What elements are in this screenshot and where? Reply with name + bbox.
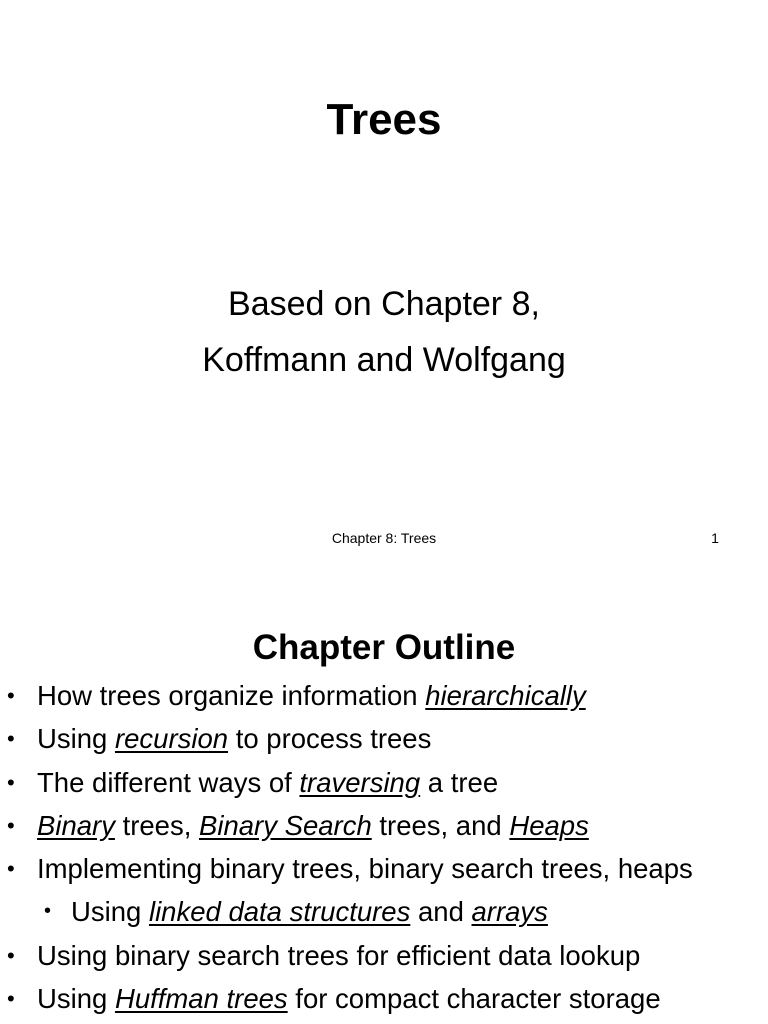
bullet-icon: •	[7, 726, 15, 752]
list-item	[0, 934, 768, 977]
emphasized-term: Huffman trees	[114, 983, 288, 1015]
list-item	[0, 674, 768, 717]
item-text: a tree	[420, 766, 499, 798]
item-text: trees, and	[371, 809, 510, 841]
item-text: Using binary search trees for efficient data lookup	[37, 939, 641, 971]
outline-slide	[0, 576, 768, 1024]
list-item	[0, 847, 768, 890]
slide-title: Trees	[326, 95, 442, 144]
item-text: Using	[37, 723, 115, 755]
bullet-icon: •	[7, 683, 15, 708]
emphasized-term: arrays	[471, 896, 548, 928]
bullet-icon: •	[7, 986, 15, 1012]
emphasized-term: recursion	[114, 723, 229, 755]
emphasized-term: Binary	[37, 809, 115, 841]
list-item	[0, 977, 768, 1020]
item-text: Implementing binary trees, binary search trees, heaps	[37, 853, 693, 885]
emphasized-term: hierarchically	[425, 680, 586, 711]
bullet-icon: •	[7, 856, 15, 882]
list-item	[0, 761, 768, 804]
item-text: The different ways of	[37, 766, 300, 798]
emphasized-term: Heaps	[509, 809, 589, 841]
emphasized-term: traversing	[299, 766, 421, 798]
outline-title: Chapter Outline	[252, 628, 516, 667]
subtitle-line: Koffmann and Wolfgang	[202, 341, 566, 379]
outline-list	[0, 674, 768, 1020]
list-item	[0, 717, 768, 760]
item-text: How trees organize information	[37, 680, 426, 711]
item-text: Using	[37, 983, 115, 1015]
emphasized-term: linked data structures	[148, 896, 411, 928]
slide-subtitle	[0, 276, 768, 388]
list-item	[0, 804, 768, 847]
slide-footer: Chapter 8: Trees	[331, 530, 437, 546]
item-text: Using	[71, 896, 149, 928]
bullet-icon: •	[7, 812, 15, 838]
item-text: to process trees	[228, 723, 432, 755]
emphasized-term: Binary Search	[199, 809, 372, 841]
bullet-icon: •	[7, 942, 15, 968]
item-text: trees,	[114, 809, 200, 841]
item-text: and	[410, 896, 472, 928]
sub-list-item	[0, 890, 768, 933]
page-number: 1	[711, 530, 719, 546]
bullet-icon: •	[44, 900, 52, 923]
subtitle-line: Based on Chapter 8,	[228, 285, 540, 323]
item-text: for compact character storage	[287, 983, 661, 1015]
bullet-icon: •	[7, 769, 15, 795]
